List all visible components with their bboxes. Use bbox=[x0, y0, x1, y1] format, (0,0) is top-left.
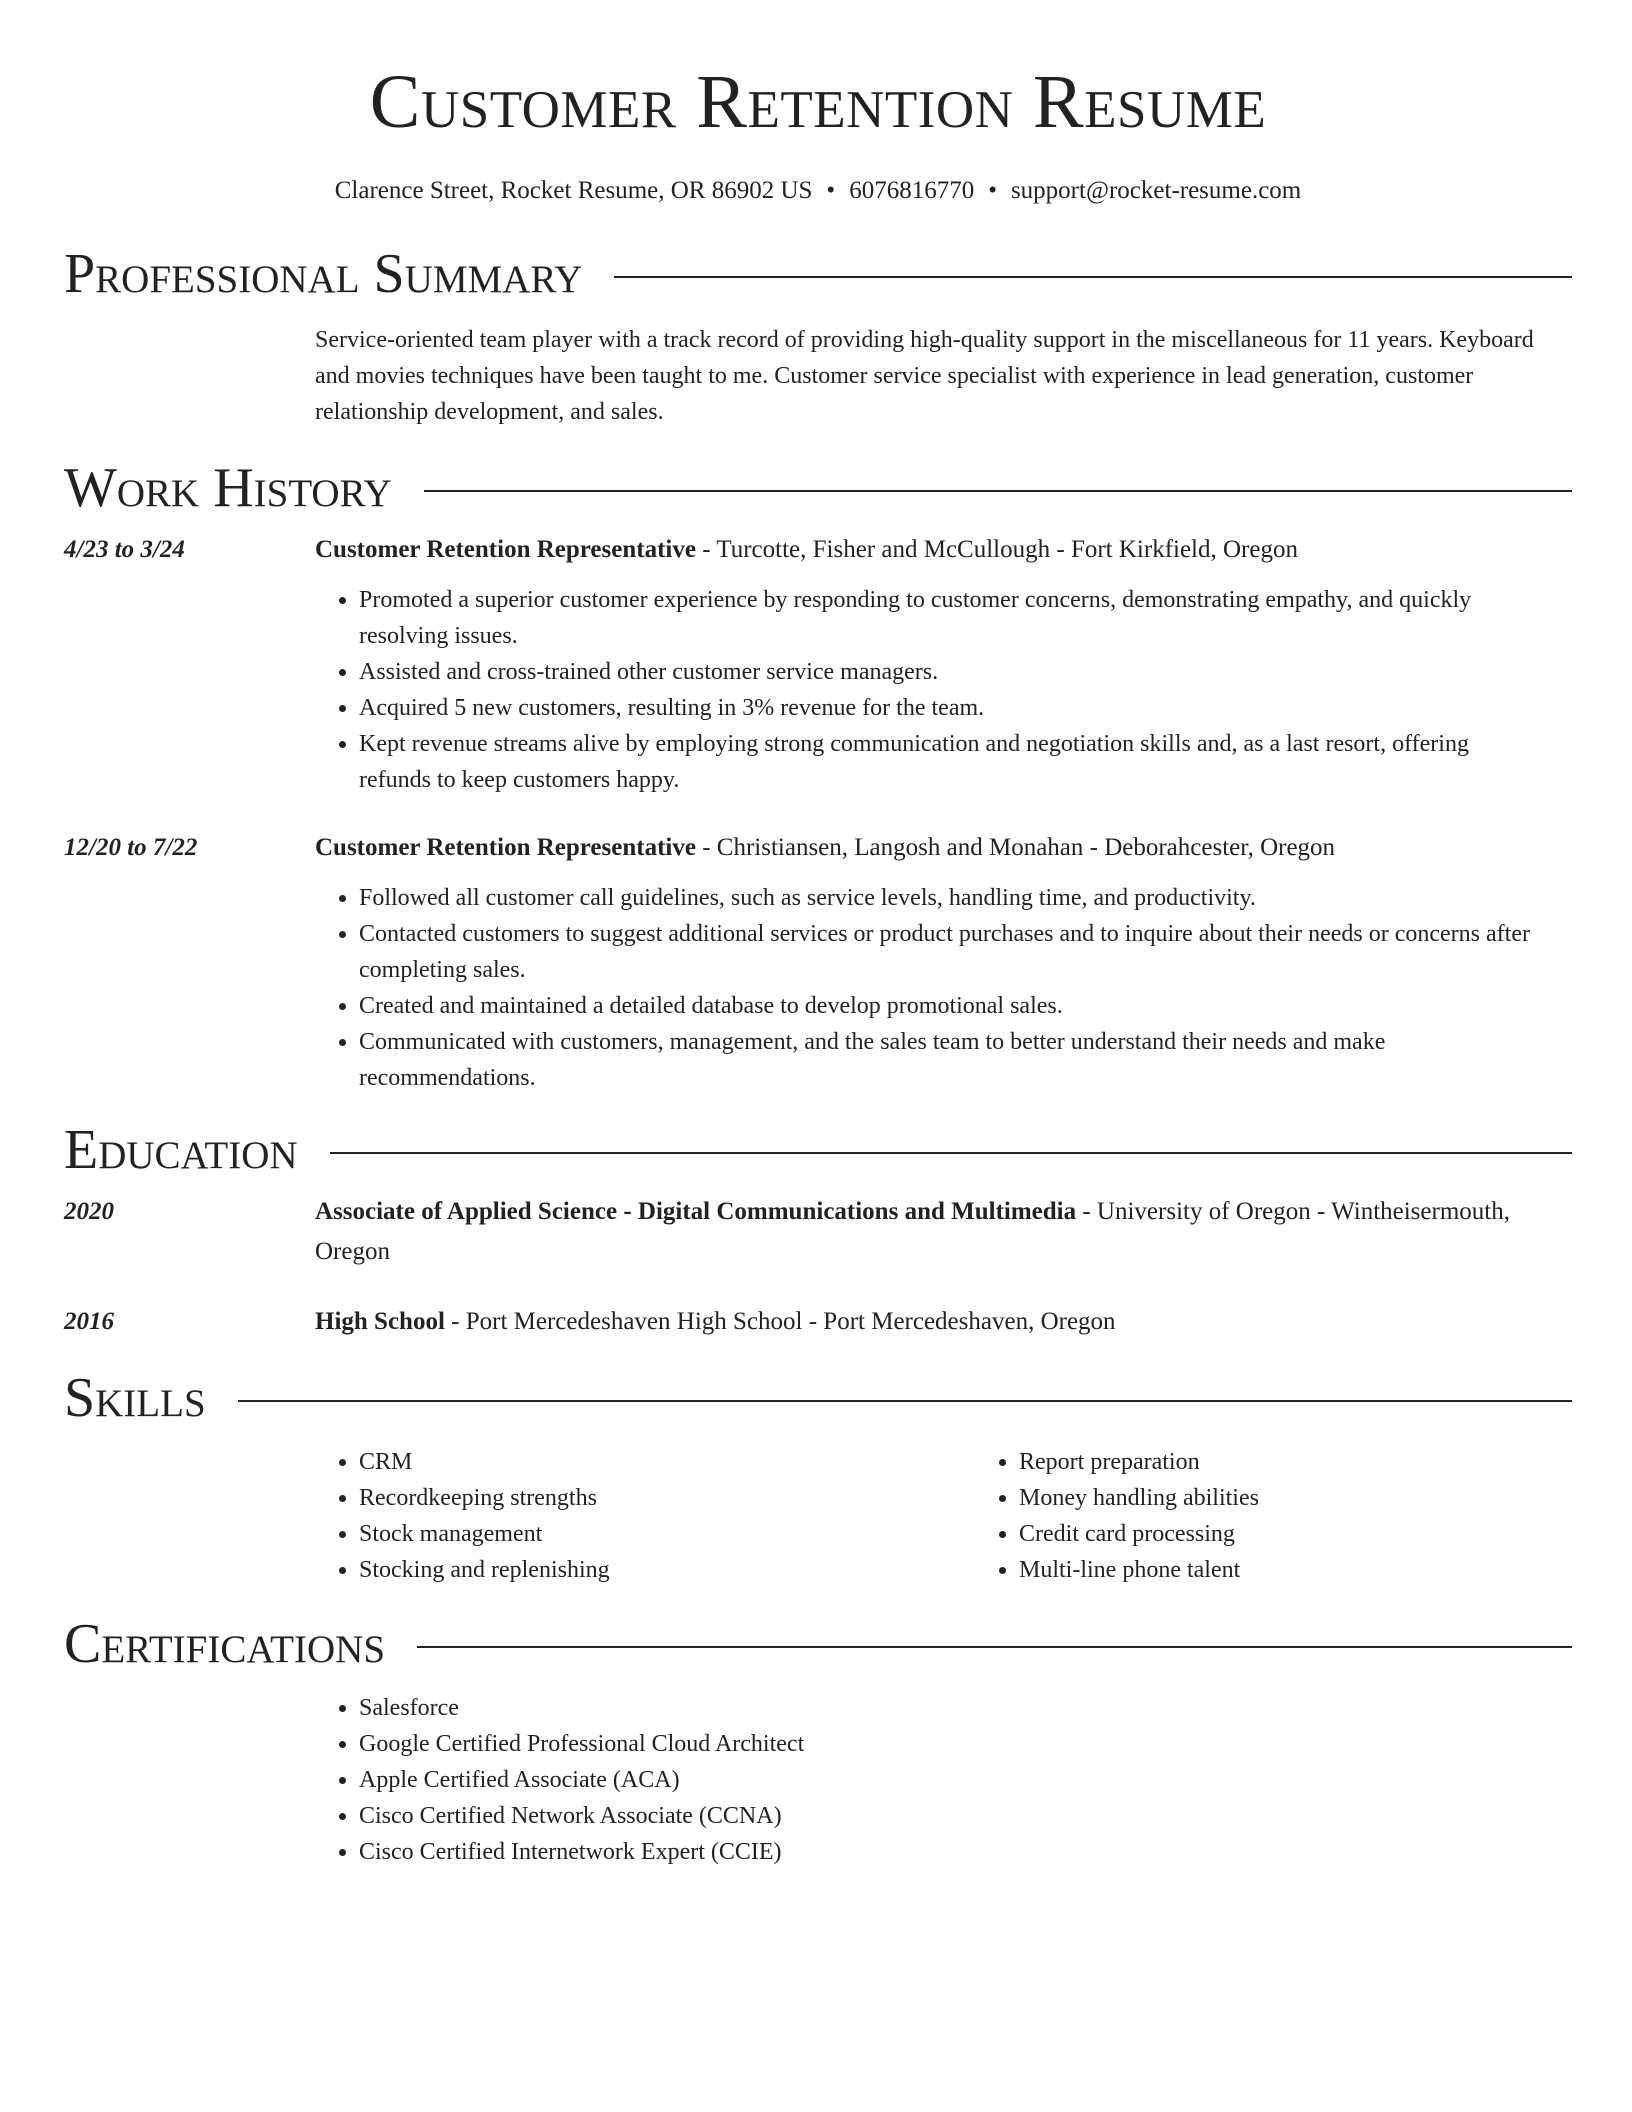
section-rule bbox=[238, 1400, 1572, 1402]
section-rule bbox=[417, 1646, 1572, 1648]
skill-item: • Credit card processing bbox=[1019, 1516, 1632, 1552]
education-degree: Associate of Applied Science - Digital Communications and Multimedia bbox=[315, 1198, 1077, 1225]
resume-name: Customer Retention Resume bbox=[369, 60, 1267, 144]
skills-left-column bbox=[64, 1444, 315, 1588]
education-content bbox=[315, 1192, 1572, 1272]
job-role: Customer Retention Representative bbox=[315, 536, 696, 563]
skill-item: • Recordkeeping strengths bbox=[359, 1480, 975, 1516]
job-bullet: • Assisted and cross-trained other customer service managers. bbox=[359, 654, 1542, 690]
certification-item: • Google Certified Professional Cloud Architect bbox=[359, 1726, 1542, 1762]
job-dates: 12/20 to 7/22 bbox=[64, 834, 198, 861]
contact-separator: • bbox=[826, 177, 836, 204]
summary-text: Service-oriented team player with a track record of providing high-quality support in the miscellaneous for 11 years. Keyboard and movies techniques have been taught to me. Customer service specialist with experience in lead generation, customer relationship development, and sales. bbox=[315, 327, 1534, 425]
skill-item: • Money handling abilities bbox=[1019, 1480, 1632, 1516]
job-role: Customer Retention Representative bbox=[315, 834, 696, 861]
section-rule bbox=[614, 276, 1572, 278]
section-title: Skills bbox=[64, 1367, 206, 1429]
job-content bbox=[315, 828, 1572, 1096]
section-title: Certifications bbox=[64, 1613, 386, 1675]
skills-row bbox=[64, 1444, 1572, 1588]
section-title: Education bbox=[64, 1119, 298, 1181]
job-bullet: • Kept revenue streams alive by employing strong communication and negotiation skills and, as a last resort, offering refunds to keep customers happy. bbox=[359, 726, 1542, 798]
education-details: - University of Oregon - Wintheisermouth, Oregon bbox=[315, 1198, 1510, 1265]
job-bullet: • Created and maintained a detailed database to develop promotional sales. bbox=[359, 988, 1542, 1024]
job-dates: 4/23 to 3/24 bbox=[64, 536, 185, 563]
certifications-row bbox=[64, 1690, 1572, 1870]
summary-row bbox=[64, 322, 1572, 430]
job-bullet: • Contacted customers to suggest additional services or product purchases and to inquire about their needs or concerns after completing sales. bbox=[359, 916, 1542, 988]
certification-item: • Cisco Certified Network Associate (CCNA) bbox=[359, 1798, 1542, 1834]
job-bullet: • Acquired 5 new customers, resulting in 3% revenue for the team. bbox=[359, 690, 1542, 726]
certifications-content bbox=[315, 1690, 1572, 1870]
job-bullet: • Followed all customer call guidelines, such as service levels, handling time, and productivity. bbox=[359, 880, 1542, 916]
skill-item: • Multi-line phone talent bbox=[1019, 1552, 1632, 1588]
contact-line bbox=[64, 174, 1572, 208]
section-title: Work History bbox=[64, 457, 392, 519]
work-section-header bbox=[64, 456, 1572, 520]
skills-list bbox=[315, 1444, 975, 1588]
education-entry bbox=[64, 1192, 1572, 1272]
certification-item: • Salesforce bbox=[359, 1690, 1542, 1726]
skill-item: • Stock management bbox=[359, 1516, 975, 1552]
contact-phone: 6076816770 bbox=[849, 177, 975, 204]
summary-left-column bbox=[64, 322, 315, 430]
contact-email: support@rocket-resume.com bbox=[1010, 177, 1302, 204]
job-entry bbox=[64, 828, 1572, 1096]
section-rule bbox=[330, 1152, 1572, 1154]
summary-section-header bbox=[64, 242, 1572, 306]
job-bullets bbox=[315, 880, 1542, 1096]
contact-address: Clarence Street, Rocket Resume, OR 86902 US bbox=[334, 177, 813, 204]
section-rule bbox=[424, 490, 1572, 492]
education-entry bbox=[64, 1302, 1572, 1342]
education-details: - Port Mercedeshaven High School - Port Mercedeshaven, Oregon bbox=[444, 1308, 1116, 1335]
certification-item: • Cisco Certified Internetwork Expert (CCIE) bbox=[359, 1834, 1542, 1870]
education-content bbox=[315, 1302, 1572, 1342]
job-bullets bbox=[315, 582, 1542, 798]
job-details: - Turcotte, Fisher and McCullough - Fort Kirkfield, Oregon bbox=[695, 536, 1298, 563]
certifications-left-column bbox=[64, 1690, 315, 1870]
job-content bbox=[315, 530, 1572, 798]
certification-item: • Apple Certified Associate (ACA) bbox=[359, 1762, 1542, 1798]
skills-list bbox=[975, 1444, 1632, 1588]
skill-item: • Report preparation bbox=[1019, 1444, 1632, 1480]
job-bullet: • Communicated with customers, management, and the sales team to better understand their needs and make recommendations. bbox=[359, 1024, 1542, 1096]
job-bullet: • Promoted a superior customer experience by responding to customer concerns, demonstrating empathy, and quickly resolving issues. bbox=[359, 582, 1542, 654]
skills-section-header bbox=[64, 1366, 1572, 1430]
section-title: Professional Summary bbox=[64, 243, 583, 305]
contact-separator: • bbox=[988, 177, 997, 204]
education-year: 2016 bbox=[64, 1308, 114, 1335]
education-year: 2020 bbox=[64, 1198, 114, 1225]
certifications-section-header bbox=[64, 1612, 1572, 1676]
job-title-line bbox=[315, 828, 1542, 868]
education-degree: High School bbox=[315, 1308, 445, 1335]
skill-item: • Stocking and replenishing bbox=[359, 1552, 975, 1588]
job-title-line bbox=[315, 530, 1542, 570]
certifications-list bbox=[315, 1690, 1542, 1870]
job-entry bbox=[64, 530, 1572, 798]
job-details: - Christiansen, Langosh and Monahan - Deborahcester, Oregon bbox=[695, 834, 1336, 861]
skills-columns bbox=[315, 1444, 1632, 1588]
skill-item: • CRM bbox=[359, 1444, 975, 1480]
education-section-header bbox=[64, 1118, 1572, 1182]
